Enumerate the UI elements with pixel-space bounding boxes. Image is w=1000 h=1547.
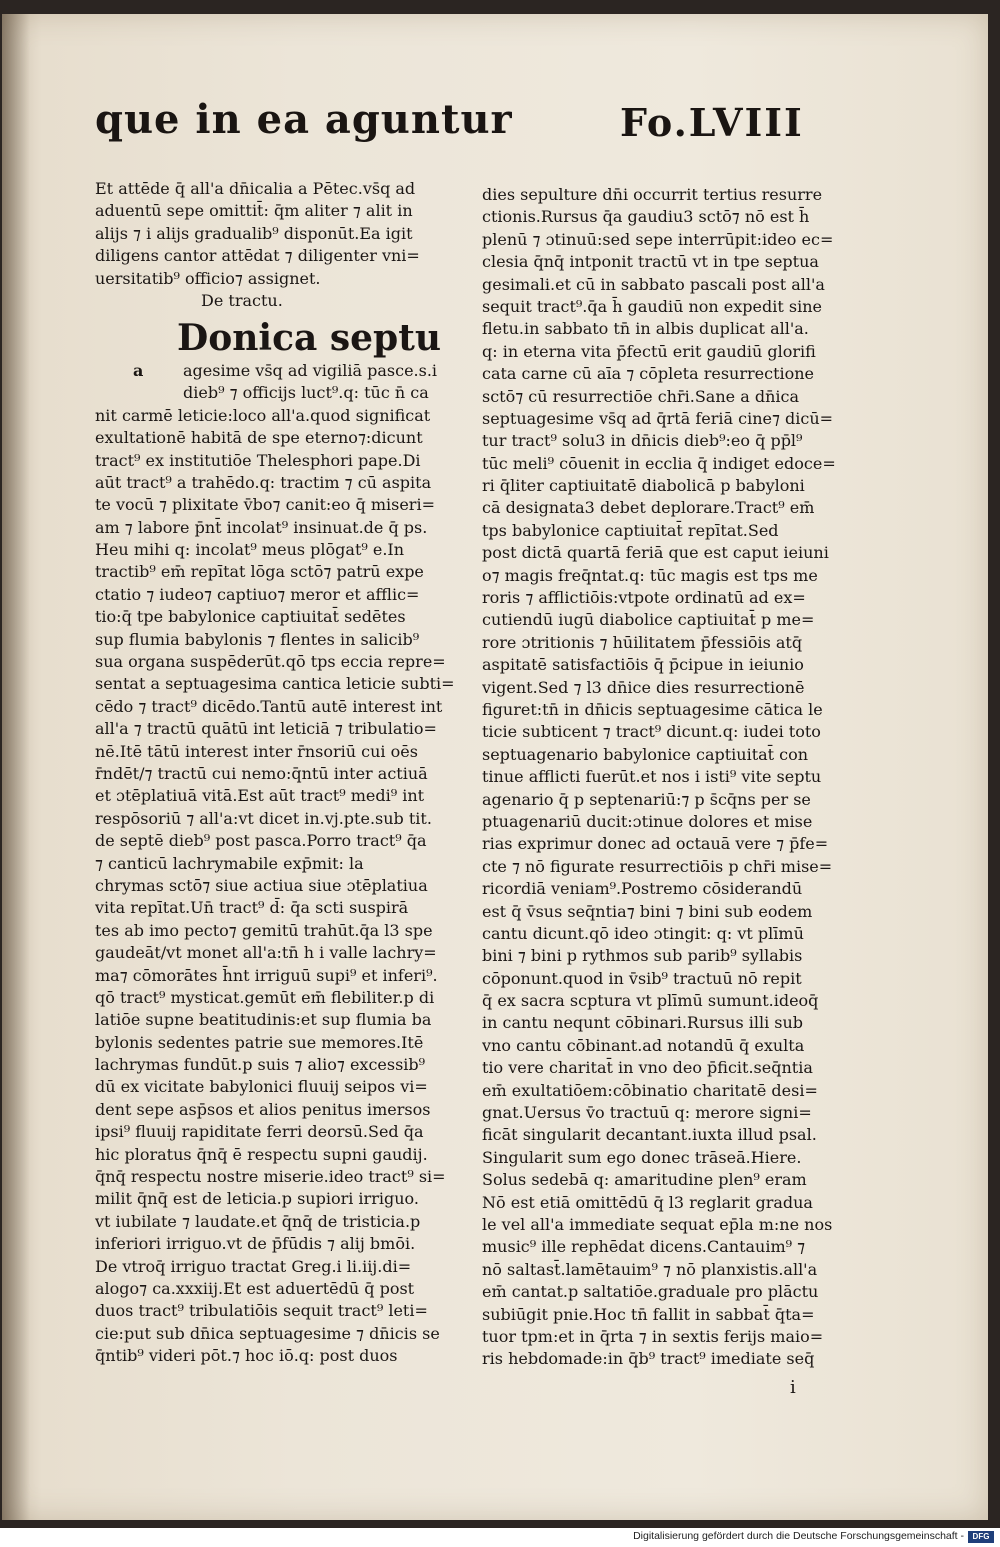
text-line: dū ex vicitate babylonici fluuij seipos vi= <box>95 1077 428 1097</box>
initial-letter: a <box>133 360 144 380</box>
text-line: ctionis.Rursus q̄a gaudiu3 sctō⁊ nō est h̄ <box>482 207 810 227</box>
text-line: cēdo ⁊ tract⁹ dicēdo.Tantū autē interest int <box>95 696 443 716</box>
text-line: latiōe supne beatitudinis:et sup flumia ba <box>95 1010 432 1030</box>
text-line: ⁊ canticū lachrymabile exp̄mit: la <box>95 853 364 873</box>
text-line: ri q̄liter captiuitatē diabolicā p babyloni <box>482 476 805 496</box>
text-line: q̄nq̄ respectu nostre miserie.ideo tract⁹ si= <box>95 1167 446 1187</box>
text-line: qō tract⁹ mysticat.gemūt em̄ flebiliter.p di <box>95 987 435 1007</box>
text-line: sequit tract⁹.q̄a h̄ gaudiū non expedit sine <box>482 296 822 316</box>
text-line: cantu dicunt.qō ideo ɔtingit: q: vt plīmū <box>482 923 804 943</box>
text-line: dent sepe asp̄sos et alios penitus imersos <box>95 1099 431 1119</box>
text-line: ficāt singularit decantant.iuxta illud psal. <box>482 1125 817 1145</box>
text-line: sentat a septuagesima cantica leticie subti= <box>95 674 455 694</box>
text-line: tinue afflicti fuerūt.et nos i isti⁹ vite septu <box>482 767 822 787</box>
text-line: cā designata3 debet deplorare.Tract⁹ em̄ <box>482 498 815 518</box>
text-line: tur tract⁹ solu3 in dn̄icis dieb⁹:eo q̄ pp̄l⁹ <box>482 431 803 451</box>
text-line: de septē dieb⁹ post pasca.Porro tract⁹ q̄a <box>95 831 427 851</box>
text-line: tps babylonice captiuitat̄ repītat.Sed <box>482 520 779 540</box>
text-line: all'a ⁊ tractū quātū int leticiā ⁊ tribulatio= <box>95 719 437 739</box>
text-line: chrymas sctō⁊ siue actiua siue ɔtēplatiua <box>95 875 428 895</box>
text-line: gaudeāt/vt monet all'a:tn̄ h i valle lachry= <box>95 943 437 963</box>
text-line: vt iubilate ⁊ laudate.et q̄nq̄ de tristicia.p <box>95 1211 421 1231</box>
text-line: am ⁊ labore p̄nt̄ incolat⁹ insinuat.de q̄ ps. <box>95 517 428 537</box>
text-line: alijs ⁊ i alijs gradualib⁹ disponūt.Ea igit <box>95 223 413 243</box>
footer-credit: Digitalisierung gefördert durch die Deutsche Forschungsgemeinschaft - <box>633 1530 964 1542</box>
text-line: lachrymas fundūt.p suis ⁊ alio⁊ excessib⁹ <box>95 1055 426 1075</box>
text-line: sua organa suspēderūt.qō tps eccia repre= <box>95 652 446 672</box>
text-line: uersitatib⁹ officio⁊ assignet. <box>95 268 321 288</box>
initial-line <box>95 360 467 382</box>
signature-mark: i <box>790 1377 796 1398</box>
text-line: subiūgit pnie.Hoc tn̄ fallit in sabbat̄ q̄ta= <box>482 1304 815 1324</box>
text-line: Solus sedebā q: amaritudine plen⁹ eram <box>482 1170 807 1190</box>
text-line: tract⁹ ex institutiōe Thelesphori pape.Di <box>95 450 421 470</box>
text-line: Heu mihi q: incolat⁹ meus plōgat⁹ e.In <box>95 540 405 560</box>
text-line: sup flumia babylonis ⁊ flentes in salicib⁹ <box>95 629 420 649</box>
text-line: alogo⁊ ca.xxxiij.Et est aduertēdū q̄ post <box>95 1278 415 1298</box>
text-line: septuagenario babylonice captiuitat̄ con <box>482 744 809 764</box>
text-line: cte ⁊ nō figurate resurrectiōis p chr̄i mise= <box>482 856 833 876</box>
text-line: tuor tpm:et in q̄rta ⁊ in sextis ferijs maio= <box>482 1326 824 1346</box>
text-line: music⁹ ille rephēdat dicens.Cantauim⁹ ⁊ <box>482 1237 806 1257</box>
text-line: respōsoriū ⁊ all'a:vt dicet in.vj.pte.sub tit. <box>95 808 432 828</box>
text-line: tūc meli⁹ cōuenit in ecclia q̄ indiget edoce= <box>482 453 836 473</box>
text-line: em̄ exultatiōem:cōbinatio charitatē desi= <box>482 1080 818 1100</box>
text-line: roris ⁊ afflictiōis:vtpote ordinatū ad ex= <box>482 588 806 608</box>
text-line: gesimali.et cū in sabbato pascali post all'a <box>482 274 825 294</box>
text-line: ticie subticent ⁊ tract⁹ dicunt.q: iudei toto <box>482 722 821 742</box>
text-line: o⁊ magis freq̄ntat.q: tūc magis est tps me <box>482 565 818 585</box>
initial-line-text: agesime vs̄q ad vigiliā pasce.s.i <box>183 360 438 380</box>
left-column-intro <box>95 178 467 290</box>
text-line: duos tract⁹ tribulatiōis sequit tract⁹ leti= <box>95 1301 428 1321</box>
text-line: septuagesime vs̄q ad q̄rtā feriā cine⁊ dicū= <box>482 408 834 428</box>
text-line: inferiori irriguo.vt de p̄fūdis ⁊ alij bmōi. <box>95 1234 416 1254</box>
dfg-logo: DFG <box>968 1531 994 1543</box>
text-line: nē.Itē tātū interest inter r̄nsoriū cui oēs <box>95 741 418 761</box>
text-line: rore ɔtritionis ⁊ hūilitatem p̄fessiōis atq̄ <box>482 632 803 652</box>
text-line: bini ⁊ bini p rythmos sub parib⁹ syllabis <box>482 946 803 966</box>
text-line: nit carmē leticie:loco all'a.quod significat <box>95 405 431 425</box>
right-column-body <box>482 184 854 1371</box>
text-line: et ɔtēplatiuā vitā.Est aūt tract⁹ medi⁹ int <box>95 786 425 806</box>
text-line: agenario q̄ p septenariū:⁊ p s̄cq̄ns per se <box>482 789 811 809</box>
text-line: q: in eterna vita p̄fectū erit gaudiū glorifi <box>482 341 816 361</box>
text-line: Singularit sum ego donec trāseā.Hiere. <box>482 1147 802 1167</box>
text-line: gnat.Uersus v̄o tractuū q: merore signi= <box>482 1103 812 1123</box>
text-line: bylonis sedentes patrie sue memores.Itē <box>95 1032 424 1052</box>
text-line: fletu.in sabbato tn̄ in albis duplicat all'a. <box>482 319 809 339</box>
section-heading-de-tractu: De tractu. <box>201 290 283 310</box>
text-line: ricordiā veniam⁹.Postremo cōsiderandū <box>482 879 803 899</box>
left-column <box>95 178 467 1368</box>
text-line: aduentū sepe omittit̄: q̄m aliter ⁊ alit in <box>95 201 413 221</box>
right-column <box>482 184 854 1371</box>
text-line: r̄ndēt/⁊ tractū cui nemo:q̄ntū inter actiuā <box>95 763 428 783</box>
text-line: Nō est etiā omittēdū q̄ l3 reglarit gradua <box>482 1192 813 1212</box>
footer-bar <box>0 1528 1000 1547</box>
text-line: vita repītat.Un̄ tract⁹ d̄: q̄a scti suspirā <box>95 898 409 918</box>
text-line: De vtroq̄ irriguo tractat Greg.i li.iij.di= <box>95 1256 412 1276</box>
text-line: sctō⁊ cū resurrectiōe chr̄i.Sane a dn̄ica <box>482 386 799 406</box>
text-line: ipsi⁹ fluuij rapiditate ferri deorsū.Sed q̄a <box>95 1122 424 1142</box>
folio-number: Fo.LVIII <box>620 100 804 145</box>
text-line: cōponunt.quod in v̄sib⁹ tractuū nō repit <box>482 968 802 988</box>
text-line: plenū ⁊ ɔtinuū:sed sepe interrūpit:ideo ec= <box>482 229 834 249</box>
text-line: milit q̄nq̄ est de leticia.p supiori irriguo. <box>95 1189 419 1209</box>
section-title-dominica: Donica septu <box>177 316 442 359</box>
text-line: aūt tract⁹ a trahēdo.q: tractim ⁊ cū aspita <box>95 472 432 492</box>
text-line: ptuagenariū ducit:ɔtinue dolores et mise <box>482 811 813 831</box>
text-line: dies sepulture dn̄i occurrit tertius resurre <box>482 185 823 204</box>
text-line: tio:q̄ tpe babylonice captiuitat̄ sedētes <box>95 607 406 627</box>
left-column-body <box>95 405 467 1368</box>
text-line: rias exprimur donec ad octauā vere ⁊ p̄fe= <box>482 834 829 854</box>
text-line: est q̄ v̄sus seq̄ntia⁊ bini ⁊ bini sub eodem <box>482 901 813 921</box>
text-line: cie:put sub dn̄ica septuagesime ⁊ dn̄icis se <box>95 1323 440 1343</box>
text-line: figuret:tn̄ in dn̄icis septuagesime cātica le <box>482 699 823 719</box>
text-line: ctatio ⁊ iudeo⁊ captiuo⁊ meror et afflic= <box>95 584 420 604</box>
text-line: hic ploratus q̄nq̄ ē respectu supni gaudij. <box>95 1144 428 1164</box>
text-line: ma⁊ cōmorātes h̄nt irriguū supi⁹ et inferi⁹. <box>95 965 438 985</box>
text-line: te vocū ⁊ plixitate v̄bo⁊ canit:eo q̄ miseri= <box>95 495 435 515</box>
text-line: tractib⁹ em̄ repītat lōga sctō⁊ patrū expe <box>95 562 424 582</box>
text-line: q̄ntib⁹ videri pōt.⁊ hoc iō.q: post duos <box>95 1346 398 1366</box>
gutter-shadow <box>2 14 30 1520</box>
running-head: que in ea aguntur <box>95 96 513 143</box>
text-line: tio vere charitat̄ in vno deo p̄ficit.seq̄ntia <box>482 1058 813 1078</box>
text-line: vigent.Sed ⁊ l3 dn̄ice dies resurrectionē <box>482 677 805 697</box>
text-line: aspitatē satisfactiōis q̄ p̄cipue in ieiunio <box>482 655 804 675</box>
text-line: le vel all'a immediate sequat ep̄la m:ne nos <box>482 1214 833 1234</box>
text-line: vno cantu cōbinant.ad notandū q̄ exulta <box>482 1035 805 1055</box>
text-line: post dictā quartā feriā que est caput ieiuni <box>482 543 829 563</box>
text-line: ris hebdomade:in q̄b⁹ tract⁹ imediate seq̄ <box>482 1349 815 1369</box>
text-line: cata carne cū aīa ⁊ cōpleta resurrectione <box>482 364 815 384</box>
text-line: exultationē habitā de spe eterno⁊:dicunt <box>95 428 423 448</box>
text-line: tes ab imo pecto⁊ gemitū trahūt.q̄a l3 spe <box>95 920 433 940</box>
text-line: q̄ ex sacra scptura vt plīmū sumunt.ideoq̄ <box>482 991 819 1011</box>
text-line: Et attēde q̄ all'a dn̄icalia a Pētec.vs̄q ad <box>95 179 416 198</box>
text-line: clesia q̄nq̄ intponit tractū vt in tpe septua <box>482 252 819 272</box>
indented-line: dieb⁹ ⁊ officijs luct⁹.q: tūc n̄ ca <box>183 383 429 403</box>
text-line: in cantu nequnt cōbinari.Rursus illi sub <box>482 1013 804 1033</box>
text-line: diligens cantor attēdat ⁊ diligenter vni= <box>95 246 420 266</box>
text-line: nō saltast̄.lamētauim⁹ ⁊ nō planxistis.all'a <box>482 1259 818 1279</box>
text-line: em̄ cantat.p saltatiōe.graduale pro plāctu <box>482 1282 819 1302</box>
text-line: cutiendū iugū diabolice captiuitat̄ p me= <box>482 610 815 630</box>
